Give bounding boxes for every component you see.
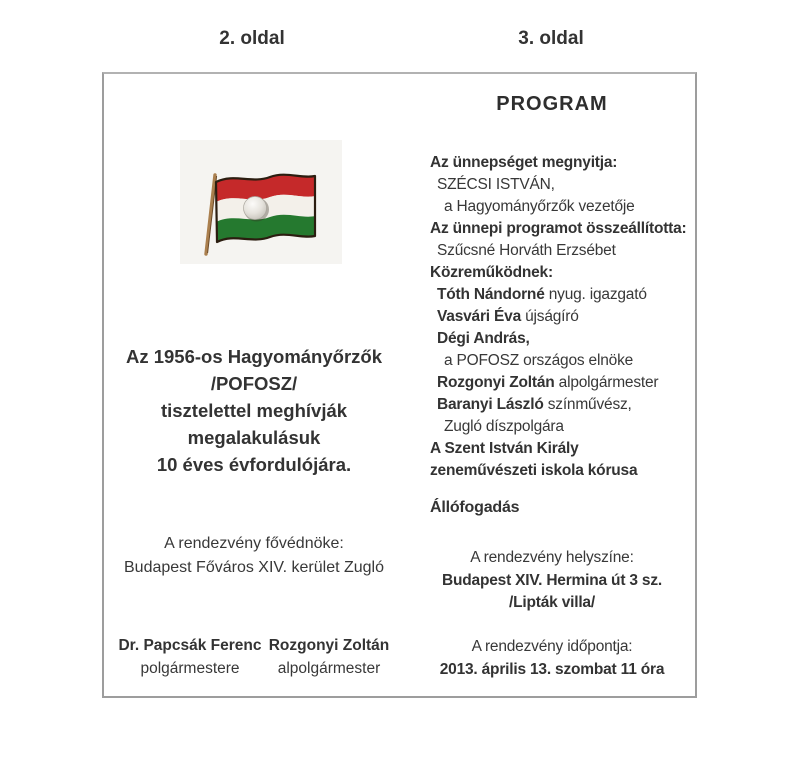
program-line-regular: a Hagyományőrzők vezetője bbox=[444, 198, 635, 215]
program-list bbox=[430, 152, 687, 482]
signatory-title: polgármestere bbox=[140, 660, 240, 677]
program-line-bold: Dégi András, bbox=[437, 330, 530, 347]
program-line-bold: zeneművészeti iskola kórusa bbox=[430, 462, 638, 479]
signatory-name: Rozgonyi Zoltán bbox=[268, 637, 390, 654]
program-line-regular: Szűcsné Horváth Erzsébet bbox=[437, 242, 616, 259]
venue-building: /Lipták villa/ bbox=[509, 594, 595, 611]
program-line bbox=[430, 218, 687, 240]
program-line-regular: alpolgármester bbox=[554, 374, 659, 391]
page-label-2: 2. oldal bbox=[219, 28, 285, 49]
time-label: A rendezvény időpontja: bbox=[471, 638, 633, 655]
venue-address: Budapest XIV. Hermina út 3 sz. bbox=[442, 571, 662, 589]
program-line-regular: színművész, bbox=[543, 396, 632, 413]
program-line bbox=[430, 328, 687, 350]
invitation-line: 10 éves évfordulójára. bbox=[156, 454, 352, 475]
program-line bbox=[430, 350, 687, 372]
invitation-line: Az 1956-os Hagyományőrzők bbox=[125, 346, 382, 367]
program-line bbox=[430, 174, 687, 196]
invitation-line: tisztelettel meghívják bbox=[160, 400, 348, 421]
program-line bbox=[430, 394, 687, 416]
program-line-bold: A Szent István Király bbox=[430, 440, 579, 457]
time-section bbox=[430, 636, 674, 681]
signatory-title: alpolgármester bbox=[277, 660, 381, 677]
program-line-regular: Zugló díszpolgára bbox=[444, 418, 564, 435]
program-line bbox=[430, 196, 687, 218]
program-line-regular: újságíró bbox=[521, 308, 579, 325]
program-heading: PROGRAM bbox=[496, 93, 608, 115]
signatory-deputy-mayor bbox=[264, 634, 394, 680]
program-line bbox=[430, 262, 687, 284]
program-line bbox=[430, 152, 687, 174]
venue-label: A rendezvény helyszíne: bbox=[470, 549, 634, 566]
invitation-card bbox=[102, 72, 697, 698]
signatory-mayor bbox=[118, 634, 262, 680]
program-line-bold: Közreműködnek: bbox=[430, 264, 553, 281]
program-line bbox=[430, 460, 687, 482]
invitation-line: /POFOSZ/ bbox=[210, 373, 298, 394]
patron-value: Budapest Főváros XIV. kerület Zugló bbox=[124, 559, 384, 576]
invitation-text bbox=[104, 343, 404, 478]
signatory-name: Dr. Papcsák Ferenc bbox=[118, 637, 262, 654]
program-line-bold: Vasvári Éva bbox=[437, 308, 521, 325]
page-label-3: 3. oldal bbox=[518, 28, 584, 49]
hungarian-flag-pin-icon bbox=[202, 166, 320, 258]
program-line bbox=[430, 306, 687, 328]
program-line-regular: SZÉCSI ISTVÁN, bbox=[437, 176, 555, 193]
program-line-bold: Baranyi László bbox=[437, 396, 544, 413]
program-line bbox=[430, 284, 687, 306]
program-line-regular: nyug. igazgató bbox=[544, 286, 647, 303]
program-line bbox=[430, 416, 687, 438]
program-line-bold: Tóth Nándorné bbox=[437, 286, 545, 303]
left-page bbox=[104, 74, 404, 696]
venue-section bbox=[430, 547, 674, 615]
patron-label: A rendezvény fővédnöke: bbox=[164, 535, 344, 552]
program-line-regular: a POFOSZ országos elnöke bbox=[444, 352, 634, 369]
program-line-bold: Rozgonyi Zoltán bbox=[437, 374, 555, 391]
program-line-bold: Az ünnepséget megnyitja: bbox=[430, 154, 618, 171]
invitation-line: megalakulásuk bbox=[187, 427, 321, 448]
right-page bbox=[430, 74, 687, 696]
patron-section bbox=[104, 532, 404, 580]
time-value: 2013. április 13. szombat 11 óra bbox=[439, 660, 665, 678]
program-line bbox=[430, 438, 687, 460]
program-line bbox=[430, 372, 687, 394]
reception-note: Állófogadás bbox=[430, 499, 520, 516]
program-line bbox=[430, 240, 687, 262]
program-line-bold: Az ünnepi programot összeállította: bbox=[430, 220, 687, 237]
